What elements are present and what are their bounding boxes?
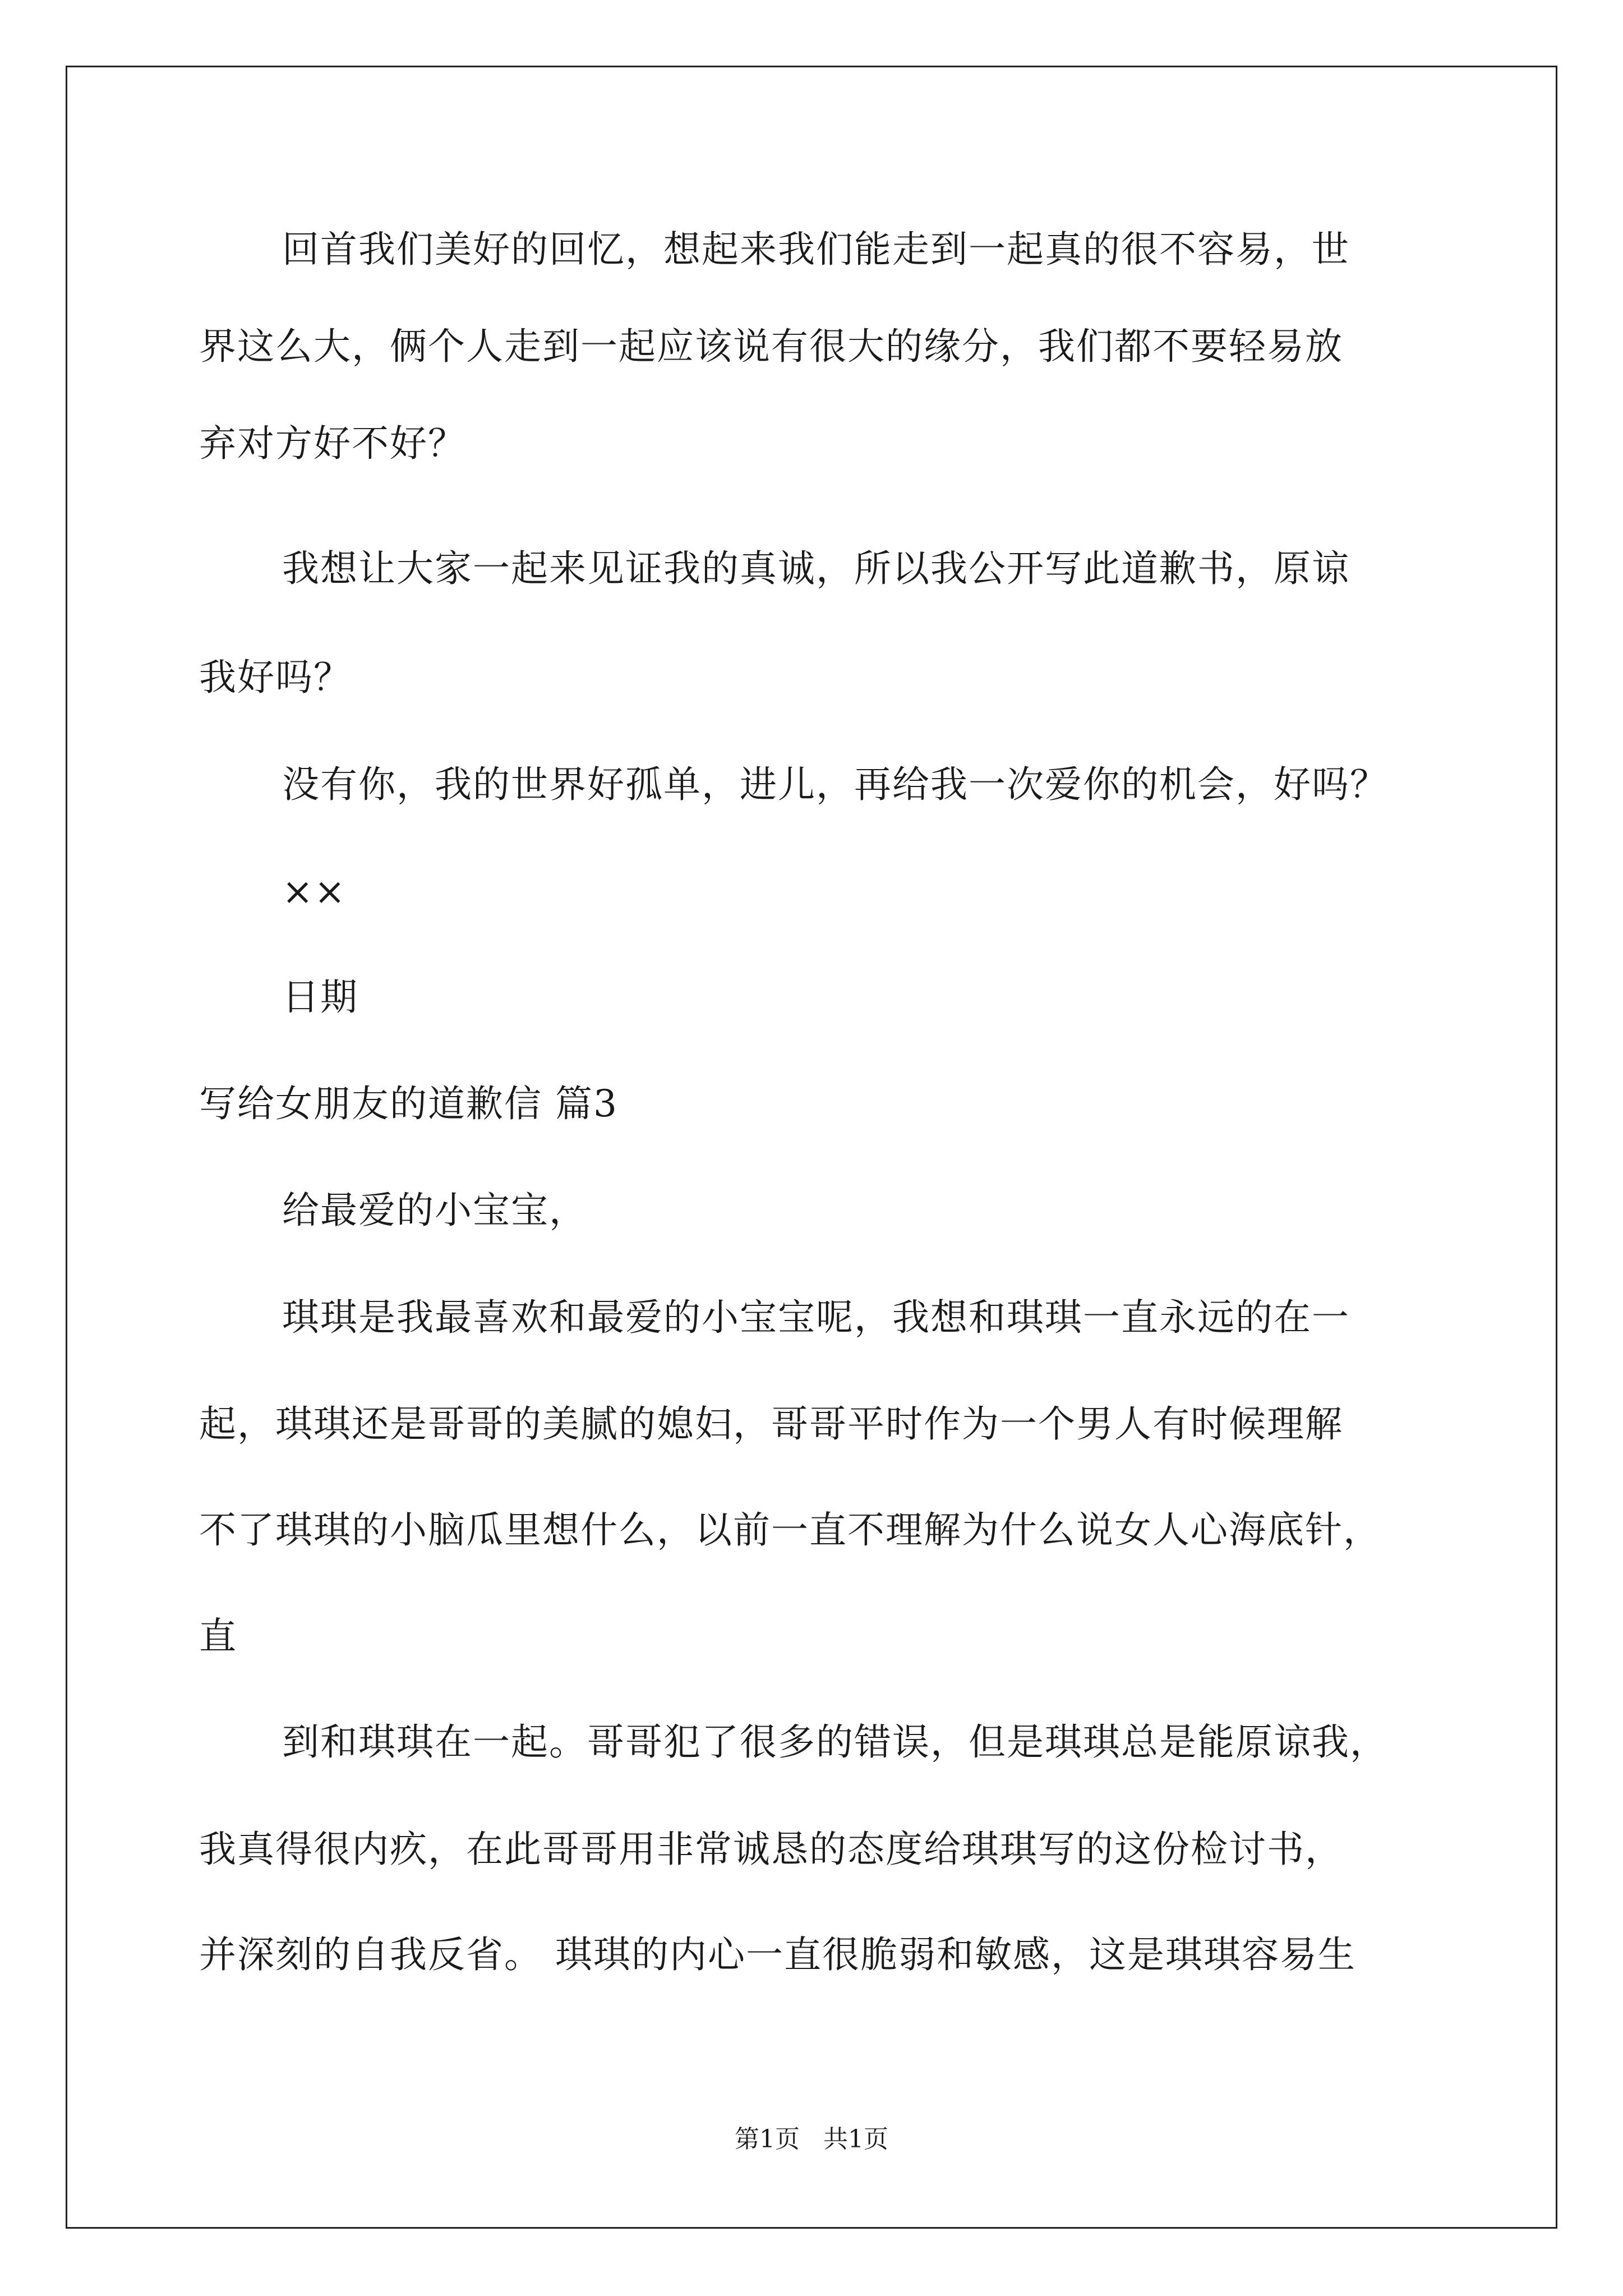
salutation-line: 给最爱的小宝宝，	[282, 1189, 587, 1232]
date-label: 日期	[282, 976, 358, 1019]
paragraph-line: 弃对方好不好？	[199, 422, 466, 465]
paragraph-line: 我好吗？	[199, 656, 352, 699]
page-footer: 第1页 共1页	[735, 2125, 888, 2154]
paragraph-line: 到和琪琪在一起。哥哥犯了很多的错误，但是琪琪总是能原谅我，	[282, 1720, 1388, 1764]
paragraph-line: 界这么大，俩个人走到一起应该说有很大的缘分，我们都不要轻易放	[199, 325, 1343, 368]
page-border	[66, 66, 1557, 2229]
paragraph-line: 不了琪琪的小脑瓜里想什么，以前一直不理解为什么说女人心海底针，	[199, 1508, 1381, 1552]
paragraph-line: 回首我们美好的回忆，想起来我们能走到一起真的很不容易，世	[282, 228, 1350, 271]
paragraph-line: 我真得很内疚，在此哥哥用非常诚恳的态度给琪琪写的这份检讨书，	[199, 1828, 1343, 1871]
paragraph-line: 直	[199, 1614, 237, 1658]
paragraph-line: 我想让大家一起来见证我的真诚，所以我公开写此道歉书，原谅	[282, 547, 1350, 590]
paragraph-line: 没有你，我的世界好孤单，进儿，再给我一次爱你的机会，好吗？	[282, 763, 1388, 806]
paragraph-line: 起，琪琪还是哥哥的美腻的媳妇，哥哥平时作为一个男人有时候理解	[199, 1402, 1343, 1446]
paragraph-line: 琪琪是我最喜欢和最爱的小宝宝呢，我想和琪琪一直永远的在一	[282, 1296, 1350, 1339]
section-heading: 写给女朋友的道歉信 篇3	[199, 1082, 618, 1125]
paragraph-line: 并深刻的自我反省。 琪琪的内心一直很脆弱和敏感，这是琪琪容易生	[199, 1933, 1356, 1976]
signature-placeholder: ××	[282, 870, 347, 913]
